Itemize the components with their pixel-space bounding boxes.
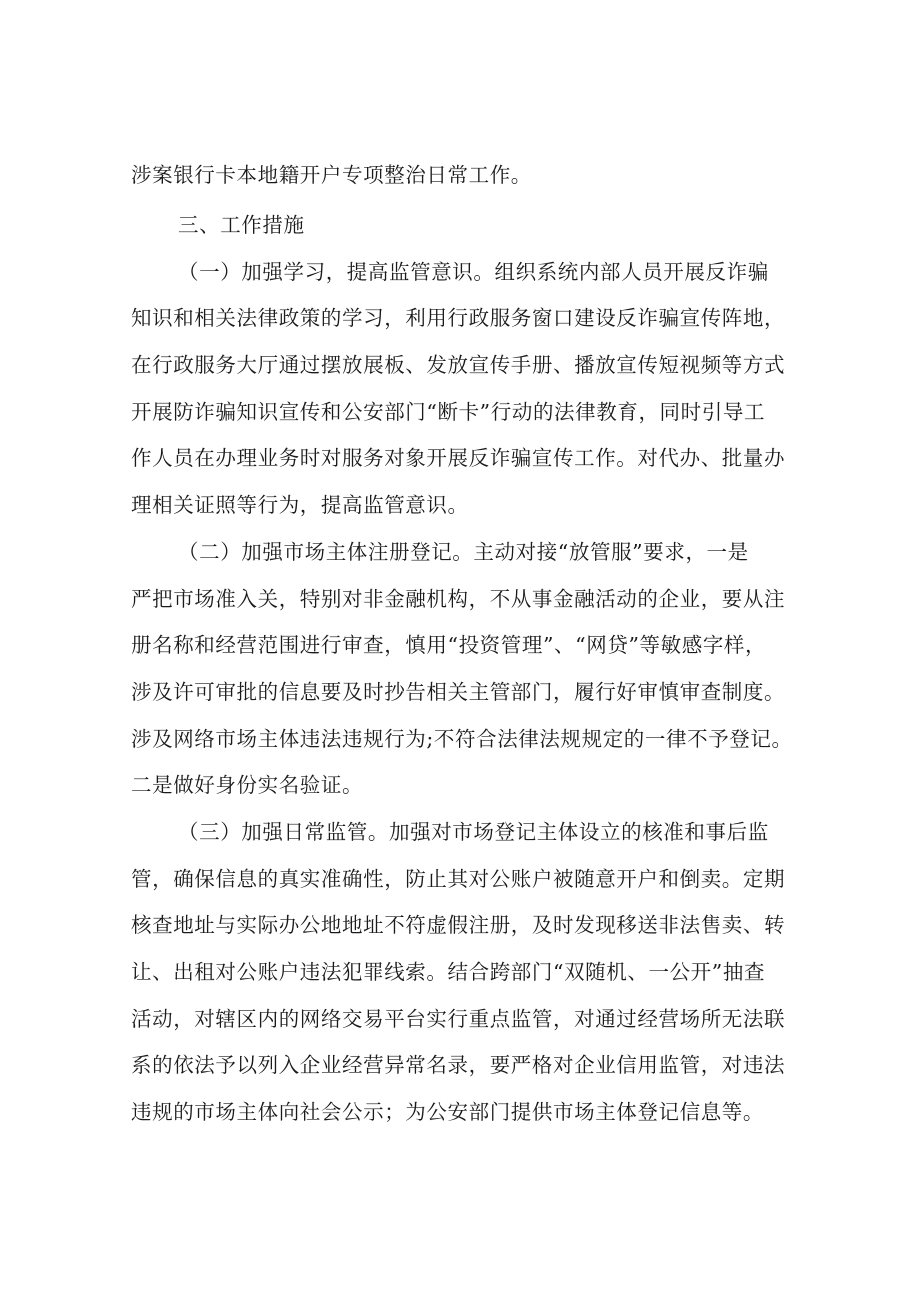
section-heading: 三、工作措施: [178, 213, 305, 237]
text-line: 让、出租对公账户违法犯罪线索。结合跨部门“双随机、一公开”抽查: [131, 960, 766, 984]
text-line: 理相关证照等行为，提高监管意识。: [131, 493, 469, 517]
text-line: 作人员在办理业务时对服务对象开展反诈骗宣传工作。对代办、批量办: [131, 446, 786, 470]
text-line: 违规的市场主体向社会公示；为公安部门提供市场主体登记信息等。: [131, 1100, 764, 1124]
text-line: （一）加强学习，提高监管意识。组织系统内部人员开展反诈骗: [178, 260, 769, 284]
text-line: 核查地址与实际办公地地址不符虚假注册，及时发现移送非法售卖、转: [131, 913, 786, 937]
text-line: （三）加强日常监管。加强对市场登记主体设立的核准和事后监: [178, 820, 769, 844]
text-line: 系的依法予以列入企业经营异常名录，要严格对企业信用监管，对违法: [131, 1053, 786, 1077]
text-line: 在行政服务大厅通过摆放展板、发放宣传手册、播放宣传短视频等方式: [131, 353, 786, 377]
text-line: 二是做好身份实名验证。: [131, 773, 364, 797]
text-line: 管，确保信息的真实准确性，防止其对公账户被随意开户和倒卖。定期: [131, 867, 786, 891]
text-line: 知识和相关法律政策的学习，利用行政服务窗口建设反诈骗宣传阵地，: [131, 306, 786, 330]
text-line: 册名称和经营范围进行审查，慎用“投资管理”、“网贷”等敏感字样，: [131, 633, 767, 657]
text-line: 严把市场准入关，特别对非金融机构，不从事金融活动的企业，要从注: [131, 587, 786, 611]
text-line: 涉及网络市场主体违法违规行为;不符合法律法规规定的一律不予登记。: [131, 727, 793, 751]
text-line: 开展防诈骗知识宣传和公安部门“断卡”行动的法律教育，同时引导工: [131, 400, 766, 424]
text-line: 活动，对辖区内的网络交易平台实行重点监管，对通过经营场所无法联: [131, 1007, 786, 1031]
text-line: 涉案银行卡本地籍开户专项整治日常工作。: [131, 163, 532, 187]
text-line: （二）加强市场主体注册登记。主动对接“放管服”要求，一是: [178, 540, 749, 564]
text-line: 涉及许可审批的信息要及时抄告相关主管部门，履行好审慎审查制度。: [131, 680, 786, 704]
